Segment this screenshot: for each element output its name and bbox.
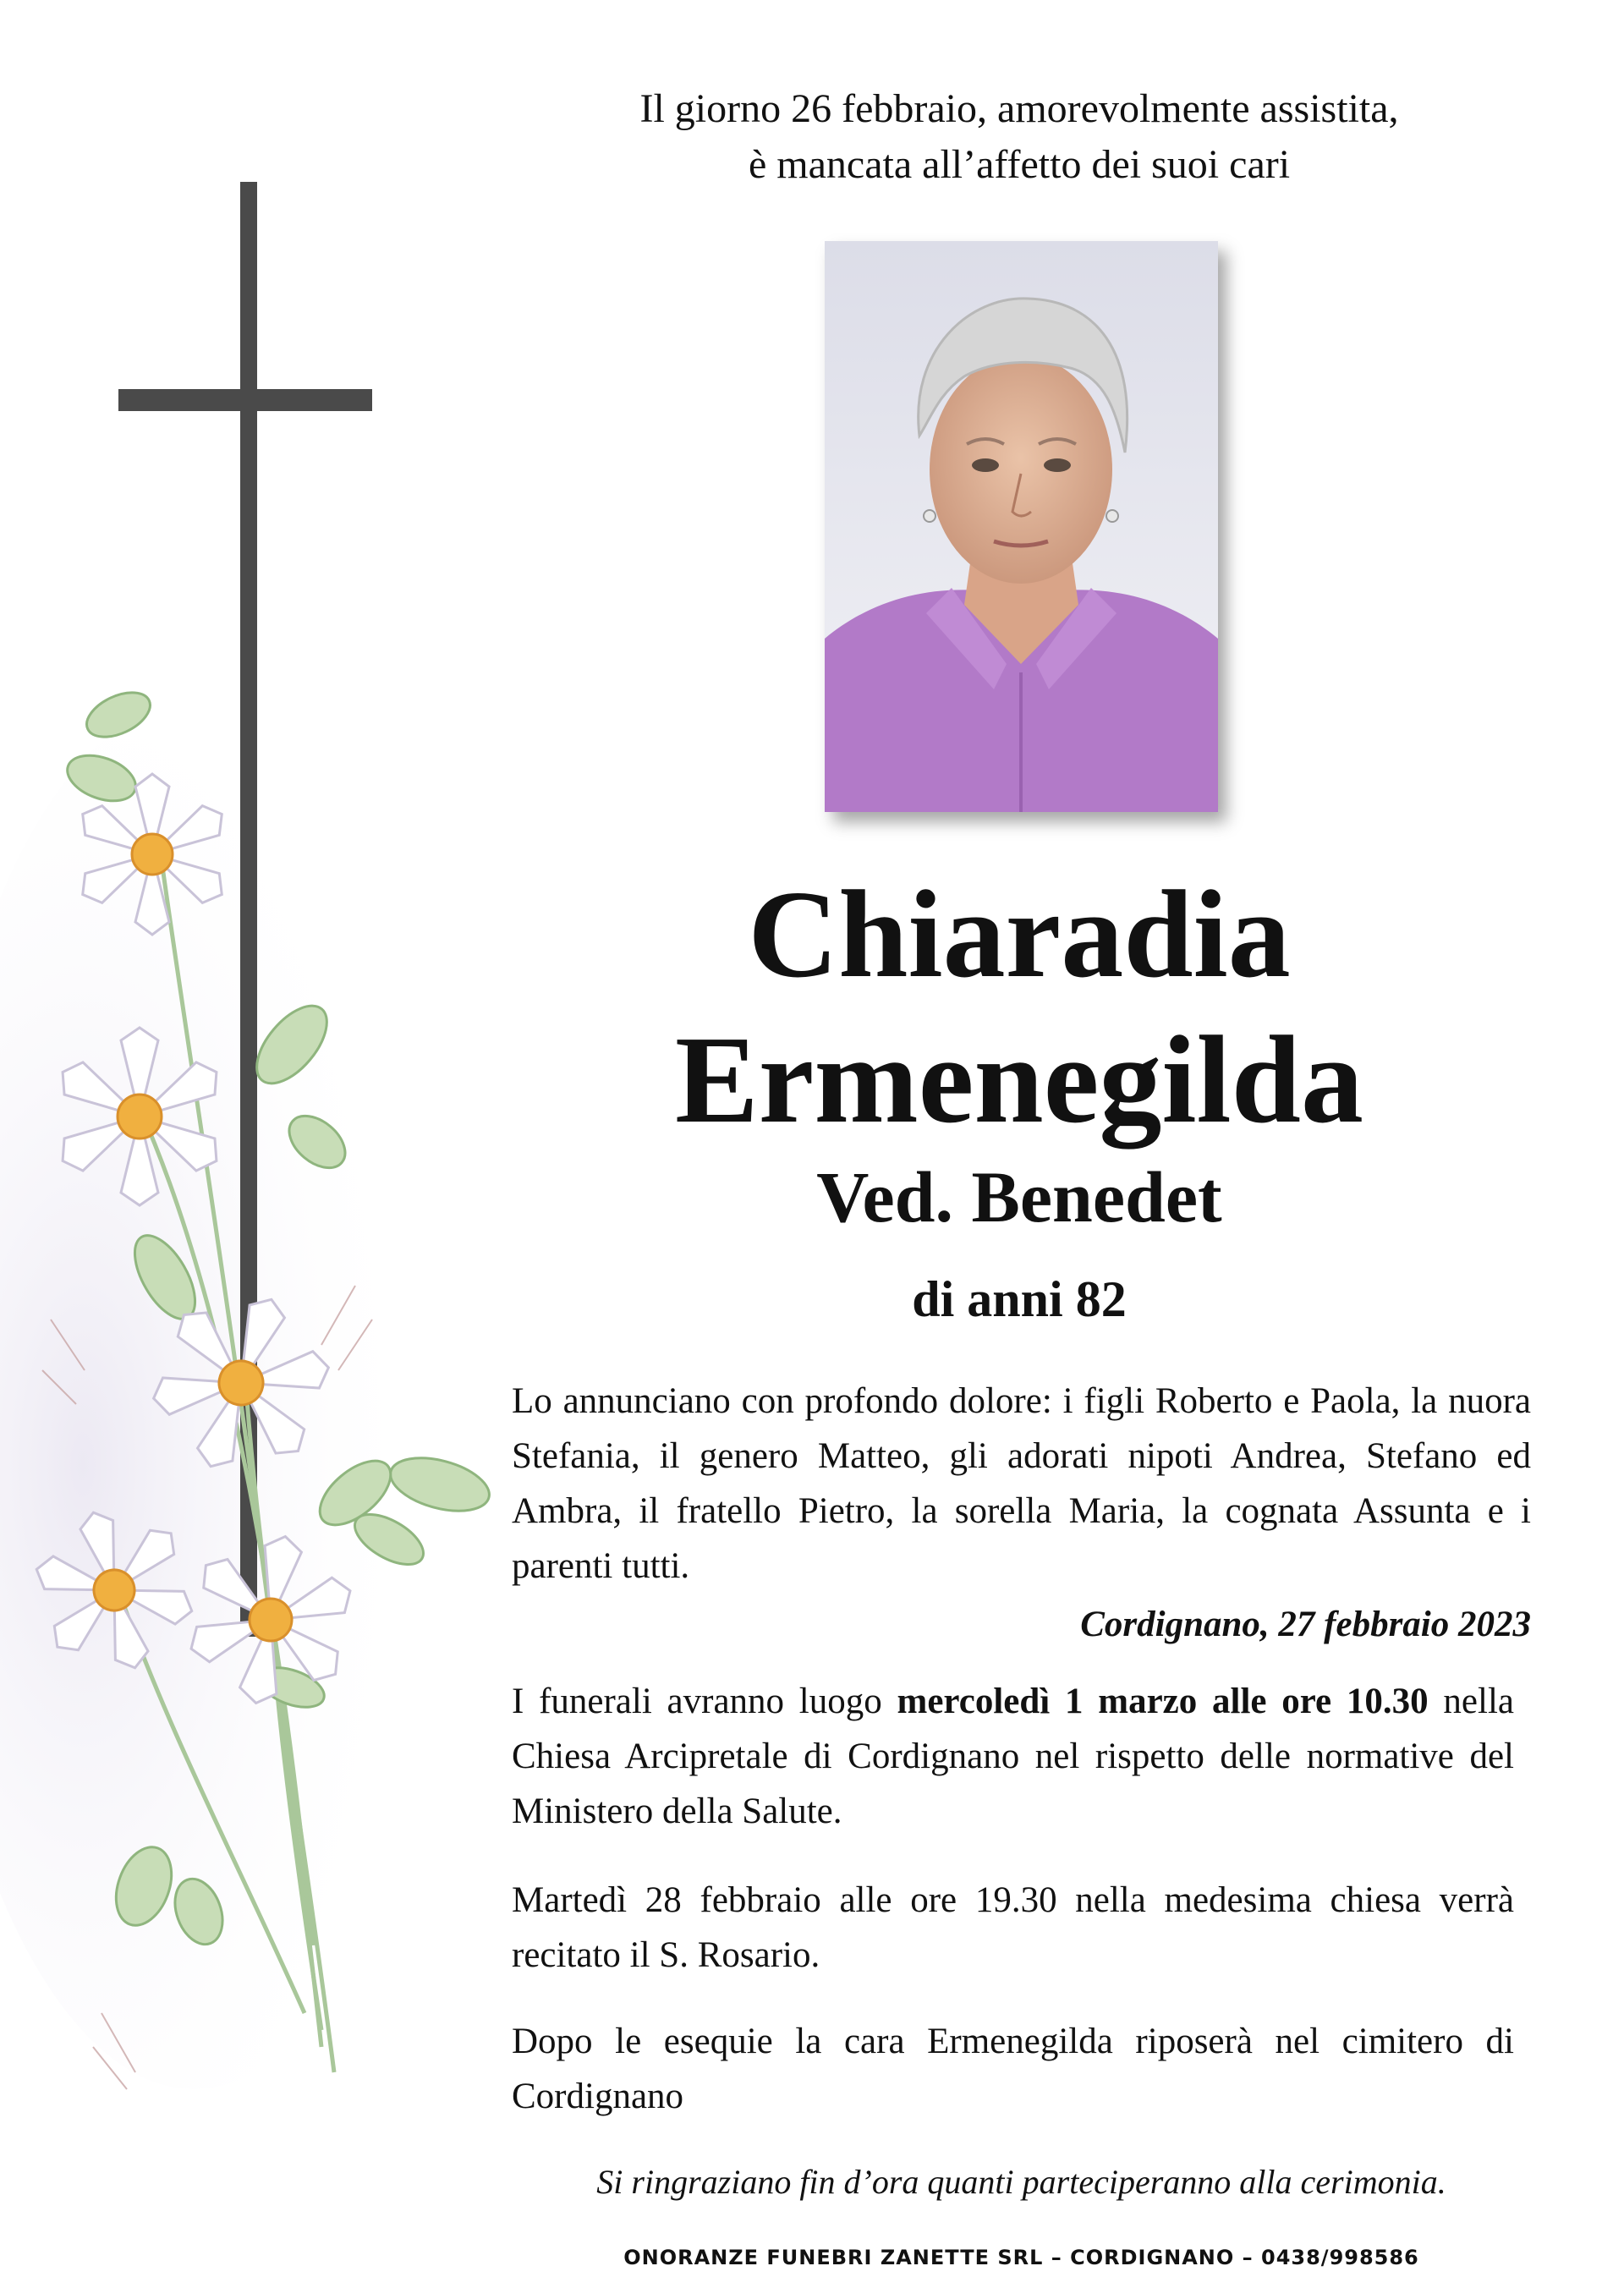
announcement-paragraph: Lo annunciano con profondo dolore: i figli Roberto e Paola, la nuora Stefania, il genero Matteo, gli adorati nipoti Andrea, Stefano ed Ambra, il fratello Pietro, la sorella Maria, la cognata Assunta e i parenti tutti. bbox=[512, 1381, 1531, 1586]
funeral-paragraph bbox=[512, 1674, 1514, 1839]
thanks-line: Si ringraziano fin d’ora quanti parteciperanno alla cerimonia. bbox=[596, 2163, 1446, 2201]
deceased-age: di anni 82 bbox=[912, 1271, 1127, 1327]
widow-of: Ved. Benedet bbox=[816, 1156, 1222, 1237]
funeral-location: nella Chiesa Arcipretale di Cordignano nel rispetto delle normative del Ministero della Salute. bbox=[512, 1682, 1515, 1831]
rosary-paragraph: Martedì 28 febbraio alle ore 19.30 nella medesima chiesa verrà recitato il S. Rosario. bbox=[512, 1880, 1514, 1975]
place-and-date: Cordignano, 27 febbraio 2023 bbox=[1080, 1605, 1531, 1644]
deceased-given-name: Ermenegilda bbox=[675, 1011, 1363, 1149]
funeral-lead: I funerali avranno luogo bbox=[512, 1682, 897, 1721]
burial-paragraph: Dopo le esequie la cara Ermenegilda riposerà nel cimitero di Cordignano bbox=[512, 2022, 1514, 2116]
portrait-photo bbox=[825, 241, 1218, 812]
intro-line-2: è mancata all’affetto dei suoi cari bbox=[748, 142, 1291, 187]
cross-and-lilies-ornament bbox=[0, 0, 524, 2277]
intro-line-1: Il giorno 26 febbraio, amorevolmente assistita, bbox=[639, 86, 1399, 131]
intro-text bbox=[541, 81, 1497, 193]
funeral-datetime: mercoledì 1 marzo alle ore 10.30 bbox=[897, 1682, 1429, 1721]
funeral-home-footer: ONORANZE FUNEBRI ZANETTE SRL – CORDIGNANO – 0438/998586 bbox=[623, 2246, 1419, 2269]
portrait-image bbox=[825, 241, 1218, 812]
deceased-surname: Chiaradia bbox=[748, 865, 1291, 1004]
